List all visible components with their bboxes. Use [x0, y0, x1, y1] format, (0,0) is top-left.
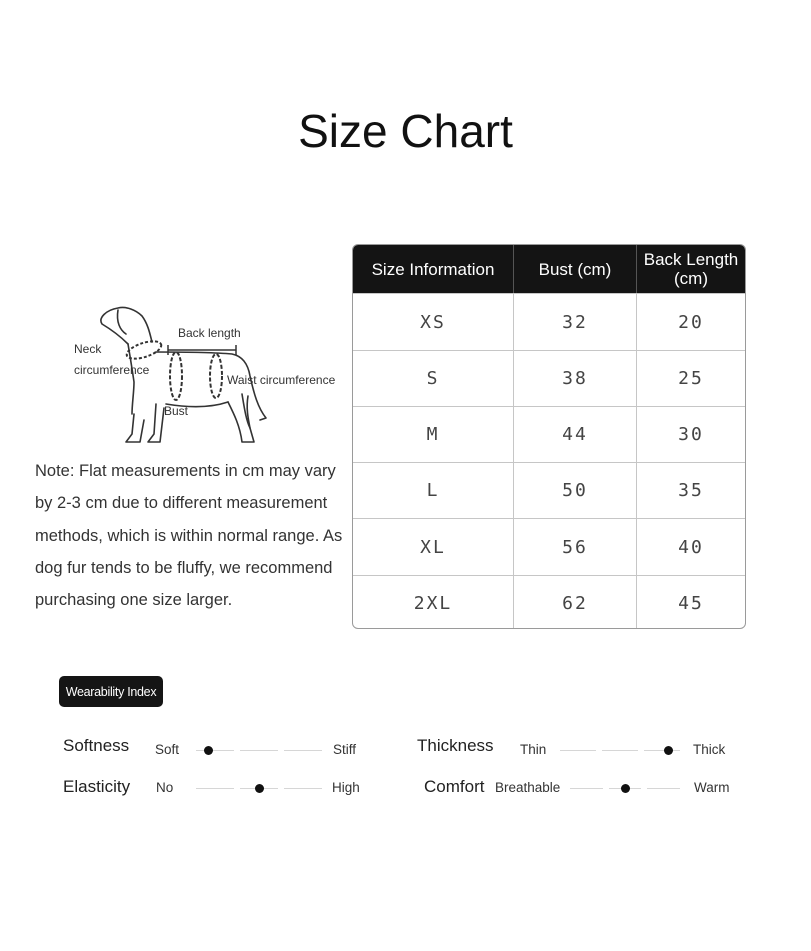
scale-segment — [196, 788, 234, 789]
size-cell: L — [353, 463, 514, 518]
comfort-metric-name: Comfort — [424, 777, 485, 796]
scale-segment — [560, 750, 596, 751]
scale-segment — [644, 750, 680, 751]
header-bust: Bust (cm) — [514, 245, 637, 293]
size-cell: 2XL — [353, 576, 514, 629]
bust-cell: 32 — [514, 294, 637, 350]
softness-level-dot — [204, 746, 213, 755]
bust-cell: 38 — [514, 351, 637, 406]
header-back-length: Back Length (cm) — [643, 250, 739, 288]
back-length-cell: 40 — [678, 536, 704, 558]
table-row — [353, 462, 745, 518]
back-length-cell: 35 — [678, 480, 704, 501]
dog-measurement-diagram — [60, 296, 360, 456]
back-length-cell: 20 — [678, 311, 704, 333]
waist-label: Waist circumference — [227, 373, 336, 387]
table-row — [353, 406, 745, 462]
elasticity-high-label: High — [332, 780, 360, 795]
softness-low-label: Soft — [155, 742, 180, 757]
thickness-low-label: Thin — [520, 742, 547, 757]
bust-cell: 62 — [514, 576, 637, 629]
bust-label: Bust — [164, 404, 189, 418]
softness-metric-name: Softness — [63, 736, 130, 755]
size-cell: XS — [353, 294, 514, 350]
bust-cell: 44 — [514, 407, 637, 462]
measurement-note: Note: Flat measurements in cm may vary by 2-3 cm due to different measurement methods, which is within normal range. As dog fur tends to be fluffy, we recommend purchasing one size larger. — [35, 462, 343, 610]
back-length-label: Back length — [178, 326, 241, 340]
scale-segment — [570, 788, 603, 789]
scale-segment — [196, 750, 234, 751]
table-row — [353, 350, 745, 406]
comfort-level-dot — [621, 784, 630, 793]
neck-label: Neck — [74, 342, 102, 356]
thickness-high-label: Thick — [693, 742, 726, 757]
thickness-level-dot — [664, 746, 673, 755]
elasticity-metric-name: Elasticity — [63, 777, 131, 796]
comfort-low-label: Breathable — [495, 780, 561, 795]
table-row — [353, 575, 745, 629]
table-row — [353, 293, 745, 350]
size-table — [352, 244, 746, 629]
elasticity-scale-track — [196, 788, 322, 790]
header-size: Size Information — [353, 245, 514, 293]
table-header — [353, 245, 745, 293]
back-length-cell: 25 — [678, 368, 704, 389]
scale-segment — [240, 750, 278, 751]
scale-segment — [284, 750, 322, 751]
table-row — [353, 518, 745, 575]
size-cell: S — [353, 351, 514, 406]
scale-segment — [602, 750, 638, 751]
back-length-cell: 30 — [678, 424, 704, 445]
softness-high-label: Stiff — [333, 742, 357, 757]
back-length-cell: 45 — [678, 593, 704, 614]
elasticity-low-label: No — [156, 780, 174, 795]
bust-cell: 50 — [514, 463, 637, 518]
scale-segment — [284, 788, 322, 789]
thickness-metric-name: Thickness — [417, 736, 494, 755]
neck-label-2: circumference — [74, 363, 150, 377]
table-body — [353, 293, 745, 629]
bust-cell: 56 — [514, 519, 637, 575]
scale-segment — [647, 788, 680, 789]
wearability-badge: Wearability Index — [59, 676, 163, 707]
thickness-scale-track — [560, 750, 680, 752]
elasticity-level-dot — [255, 784, 264, 793]
page-title: Size Chart — [298, 105, 513, 157]
size-cell: XL — [353, 519, 514, 575]
size-cell: M — [353, 407, 514, 462]
softness-scale-track — [196, 750, 322, 752]
comfort-high-label: Warm — [694, 780, 730, 795]
comfort-scale-track — [570, 788, 680, 790]
